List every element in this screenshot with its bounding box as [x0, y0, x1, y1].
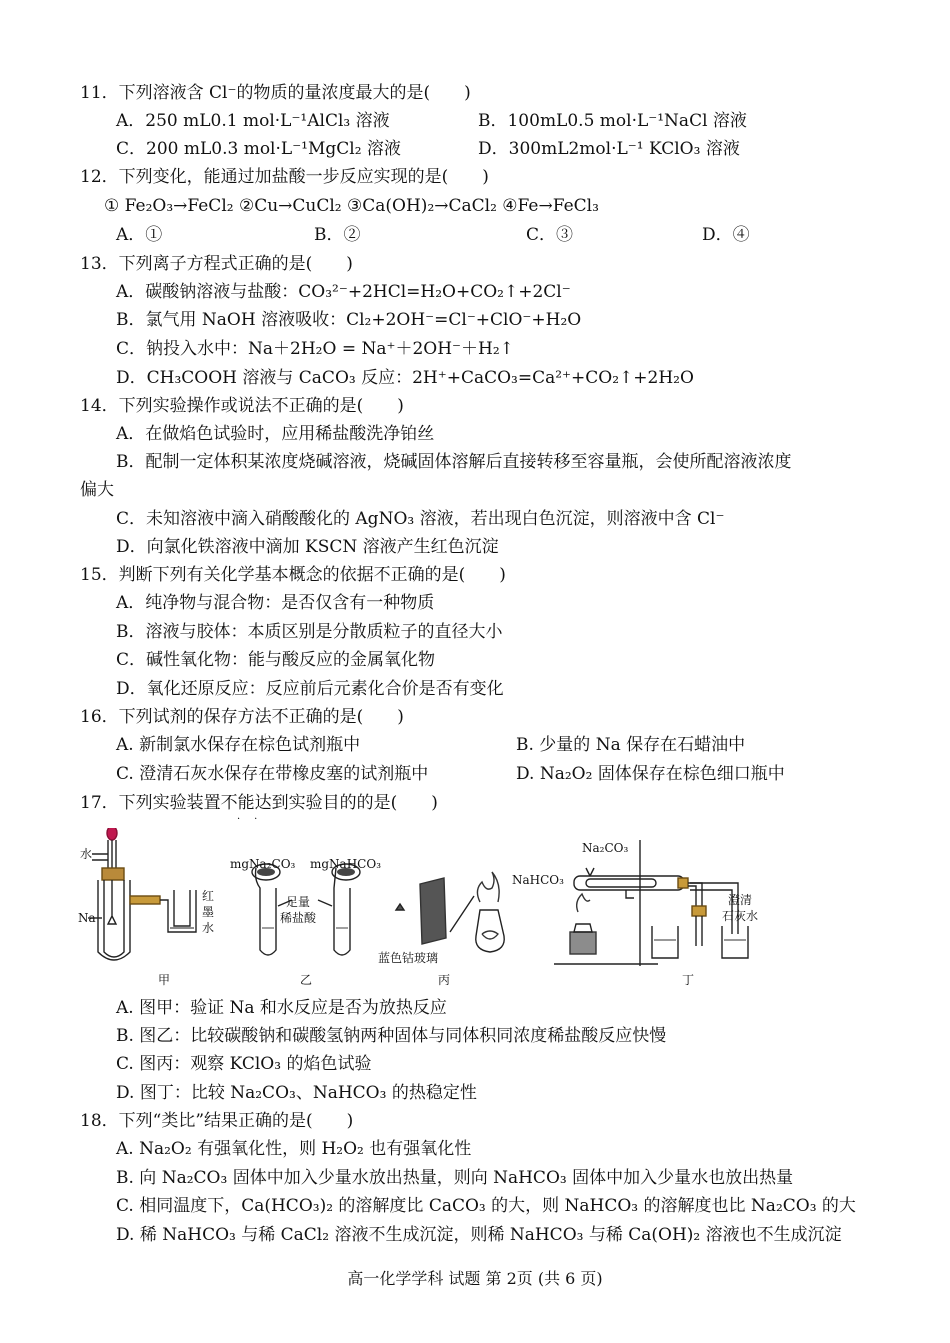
q12-option-d: D．④ — [702, 225, 750, 245]
label-ding-lime-2: 石灰水 — [722, 909, 759, 923]
q15-option-d: D．氧化还原反应：反应前后元素化合价是否有变化 — [116, 679, 504, 699]
q11-option-c: C．200 mL0.3 mol·L⁻¹MgCl₂ 溶液 — [116, 139, 401, 159]
label-bing-cobalt-glass: 蓝色钴玻璃 — [378, 951, 439, 965]
q17-stem: 17．下列实验装置不能达到实验目的的是( ) — [80, 793, 438, 813]
q14-option-b-line1: B．配制一定体积某浓度烧碱溶液，烧碱固体溶解后直接转移至容量瓶，会使所配溶液浓度 — [116, 452, 792, 472]
label-yi-acid-2: 稀盐酸 — [280, 911, 317, 925]
q18-stem: 18．下列“类比”结果正确的是( ) — [80, 1111, 354, 1131]
q12-option-c: C．③ — [526, 225, 574, 245]
label-jia: 甲 — [158, 973, 171, 987]
apparatus-ding — [554, 840, 748, 966]
q16-option-c: C. 澄清石灰水保存在带橡皮塞的试剂瓶中 — [116, 764, 429, 784]
q18-option-a: A. Na₂O₂ 有强氧化性，则 H₂O₂ 也有强氧化性 — [116, 1139, 472, 1159]
q16-option-b: B. 少量的 Na 保存在石蜡油中 — [516, 735, 746, 755]
label-ding-lime-1: 澄清 — [728, 893, 753, 907]
label-jia-ink-1: 红 — [202, 889, 215, 903]
q16-stem: 16．下列试剂的保存方法不正确的是( ) — [80, 707, 404, 727]
q11-stem: 11．下列溶液含 Cl⁻的物质的量浓度最大的是( ) — [80, 83, 471, 103]
q17-apparatus-figure — [78, 828, 878, 990]
emphasis-dots: ·· — [237, 814, 272, 825]
q18-option-c: C. 相同温度下，Ca(HCO₃)₂ 的溶解度比 CaCO₃ 的大，则 NaHCO₃ 的溶解度也比 Na₂CO₃ 的大 — [116, 1196, 856, 1216]
q18-option-d: D. 稀 NaHCO₃ 与稀 CaCl₂ 溶液不生成沉淀，则稀 NaHCO₃ 与稀 Ca(OH)₂ 溶液也不生成沉淀 — [116, 1225, 842, 1245]
label-ding-na2co3: Na₂CO₃ — [582, 841, 629, 855]
q17-option-b: B. 图乙：比较碳酸钠和碳酸氢钠两种固体与同体积同浓度稀盐酸反应快慢 — [116, 1026, 667, 1046]
q12-option-b: B．② — [314, 225, 361, 245]
q11-option-d: D．300mL2mol·L⁻¹ KClO₃ 溶液 — [478, 139, 740, 159]
label-jia-water: 水 — [80, 847, 93, 861]
q14-option-d: D．向氯化铁溶液中滴加 KSCN 溶液产生红色沉淀 — [116, 537, 499, 557]
q13-stem: 13．下列离子方程式正确的是( ) — [80, 254, 353, 274]
q11-option-a: A．250 mL0.1 mol·L⁻¹AlCl₃ 溶液 — [116, 111, 390, 131]
label-ding-nahco3: NaHCO₃ — [512, 873, 564, 887]
q13-option-d: D．CH₃COOH 溶液与 CaCO₃ 反应：2H⁺+CaCO₃=Ca²⁺+CO₂↑+2H₂O — [116, 368, 694, 388]
q14-option-b-line2: 偏大 — [80, 480, 114, 500]
q13-option-c: C．钠投入水中：Na＋2H₂O = Na⁺＋2OH⁻＋H₂↑ — [116, 339, 514, 359]
apparatus-yi — [252, 864, 360, 955]
label-yi: 乙 — [300, 973, 313, 987]
label-jia-ink-3: 水 — [202, 921, 215, 935]
apparatus-jia — [88, 828, 196, 960]
q17-option-d: D. 图丁：比较 Na₂CO₃、NaHCO₃ 的热稳定性 — [116, 1083, 477, 1103]
label-bing: 丙 — [438, 973, 451, 987]
q16-option-d: D. Na₂O₂ 固体保存在棕色细口瓶中 — [516, 764, 785, 784]
q15-option-b: B．溶液与胶体：本质区别是分散质粒子的直径大小 — [116, 622, 503, 642]
q14-option-c: C．未知溶液中滴入硝酸酸化的 AgNO₃ 溶液，若出现白色沉淀，则溶液中含 Cl⁻ — [116, 509, 725, 529]
q12-stem: 12．下列变化，能通过加盐酸一步反应实现的是( ) — [80, 167, 489, 187]
q18-option-b: B. 向 Na₂CO₃ 固体中加入少量水放出热量，则向 NaHCO₃ 固体中加入少量水也放出热量 — [116, 1168, 794, 1188]
page-footer: 高一化学学科 试题 第 2页 (共 6 页) — [347, 1269, 603, 1288]
q11-option-b: B．100mL0.5 mol·L⁻¹NaCl 溶液 — [478, 111, 747, 131]
q17-option-a: A. 图甲：验证 Na 和水反应是否为放热反应 — [116, 998, 447, 1018]
q13-option-a: A．碳酸钠溶液与盐酸：CO₃²⁻+2HCl=H₂O+CO₂↑+2Cl⁻ — [116, 282, 571, 302]
q14-option-a: A．在做焰色试验时，应用稀盐酸洗净铂丝 — [116, 424, 435, 444]
q12-items: ① Fe₂O₃→FeCl₂ ②Cu→CuCl₂ ③Ca(OH)₂→CaCl₂ ④Fe→FeCl₃ — [104, 196, 599, 216]
label-jia-na: Na — [78, 911, 96, 925]
label-yi-acid-1: 足量 — [286, 895, 311, 909]
q14-stem: 14．下列实验操作或说法不正确的是( ) — [80, 396, 404, 416]
q15-option-c: C．碱性氧化物：能与酸反应的金属氧化物 — [116, 650, 436, 670]
label-yi-na2co3: mgNa₂CO₃ — [230, 857, 296, 871]
q13-option-b: B．氯气用 NaOH 溶液吸收：Cl₂+2OH⁻=Cl⁻+ClO⁻+H₂O — [116, 310, 582, 330]
label-jia-ink-2: 墨 — [202, 905, 215, 919]
apparatus-bing — [396, 872, 504, 952]
label-yi-nahco3: mgNaHCO₃ — [310, 857, 382, 871]
q16-option-a: A. 新制氯水保存在棕色试剂瓶中 — [116, 735, 361, 755]
q17-option-c: C. 图丙：观察 KClO₃ 的焰色试验 — [116, 1054, 372, 1074]
q15-stem: 15．判断下列有关化学基本概念的依据不正确的是( ) — [80, 565, 506, 585]
q15-option-a: A．纯净物与混合物：是否仅含有一种物质 — [116, 593, 435, 613]
q12-option-a: A．① — [116, 225, 163, 245]
label-ding: 丁 — [682, 973, 695, 987]
